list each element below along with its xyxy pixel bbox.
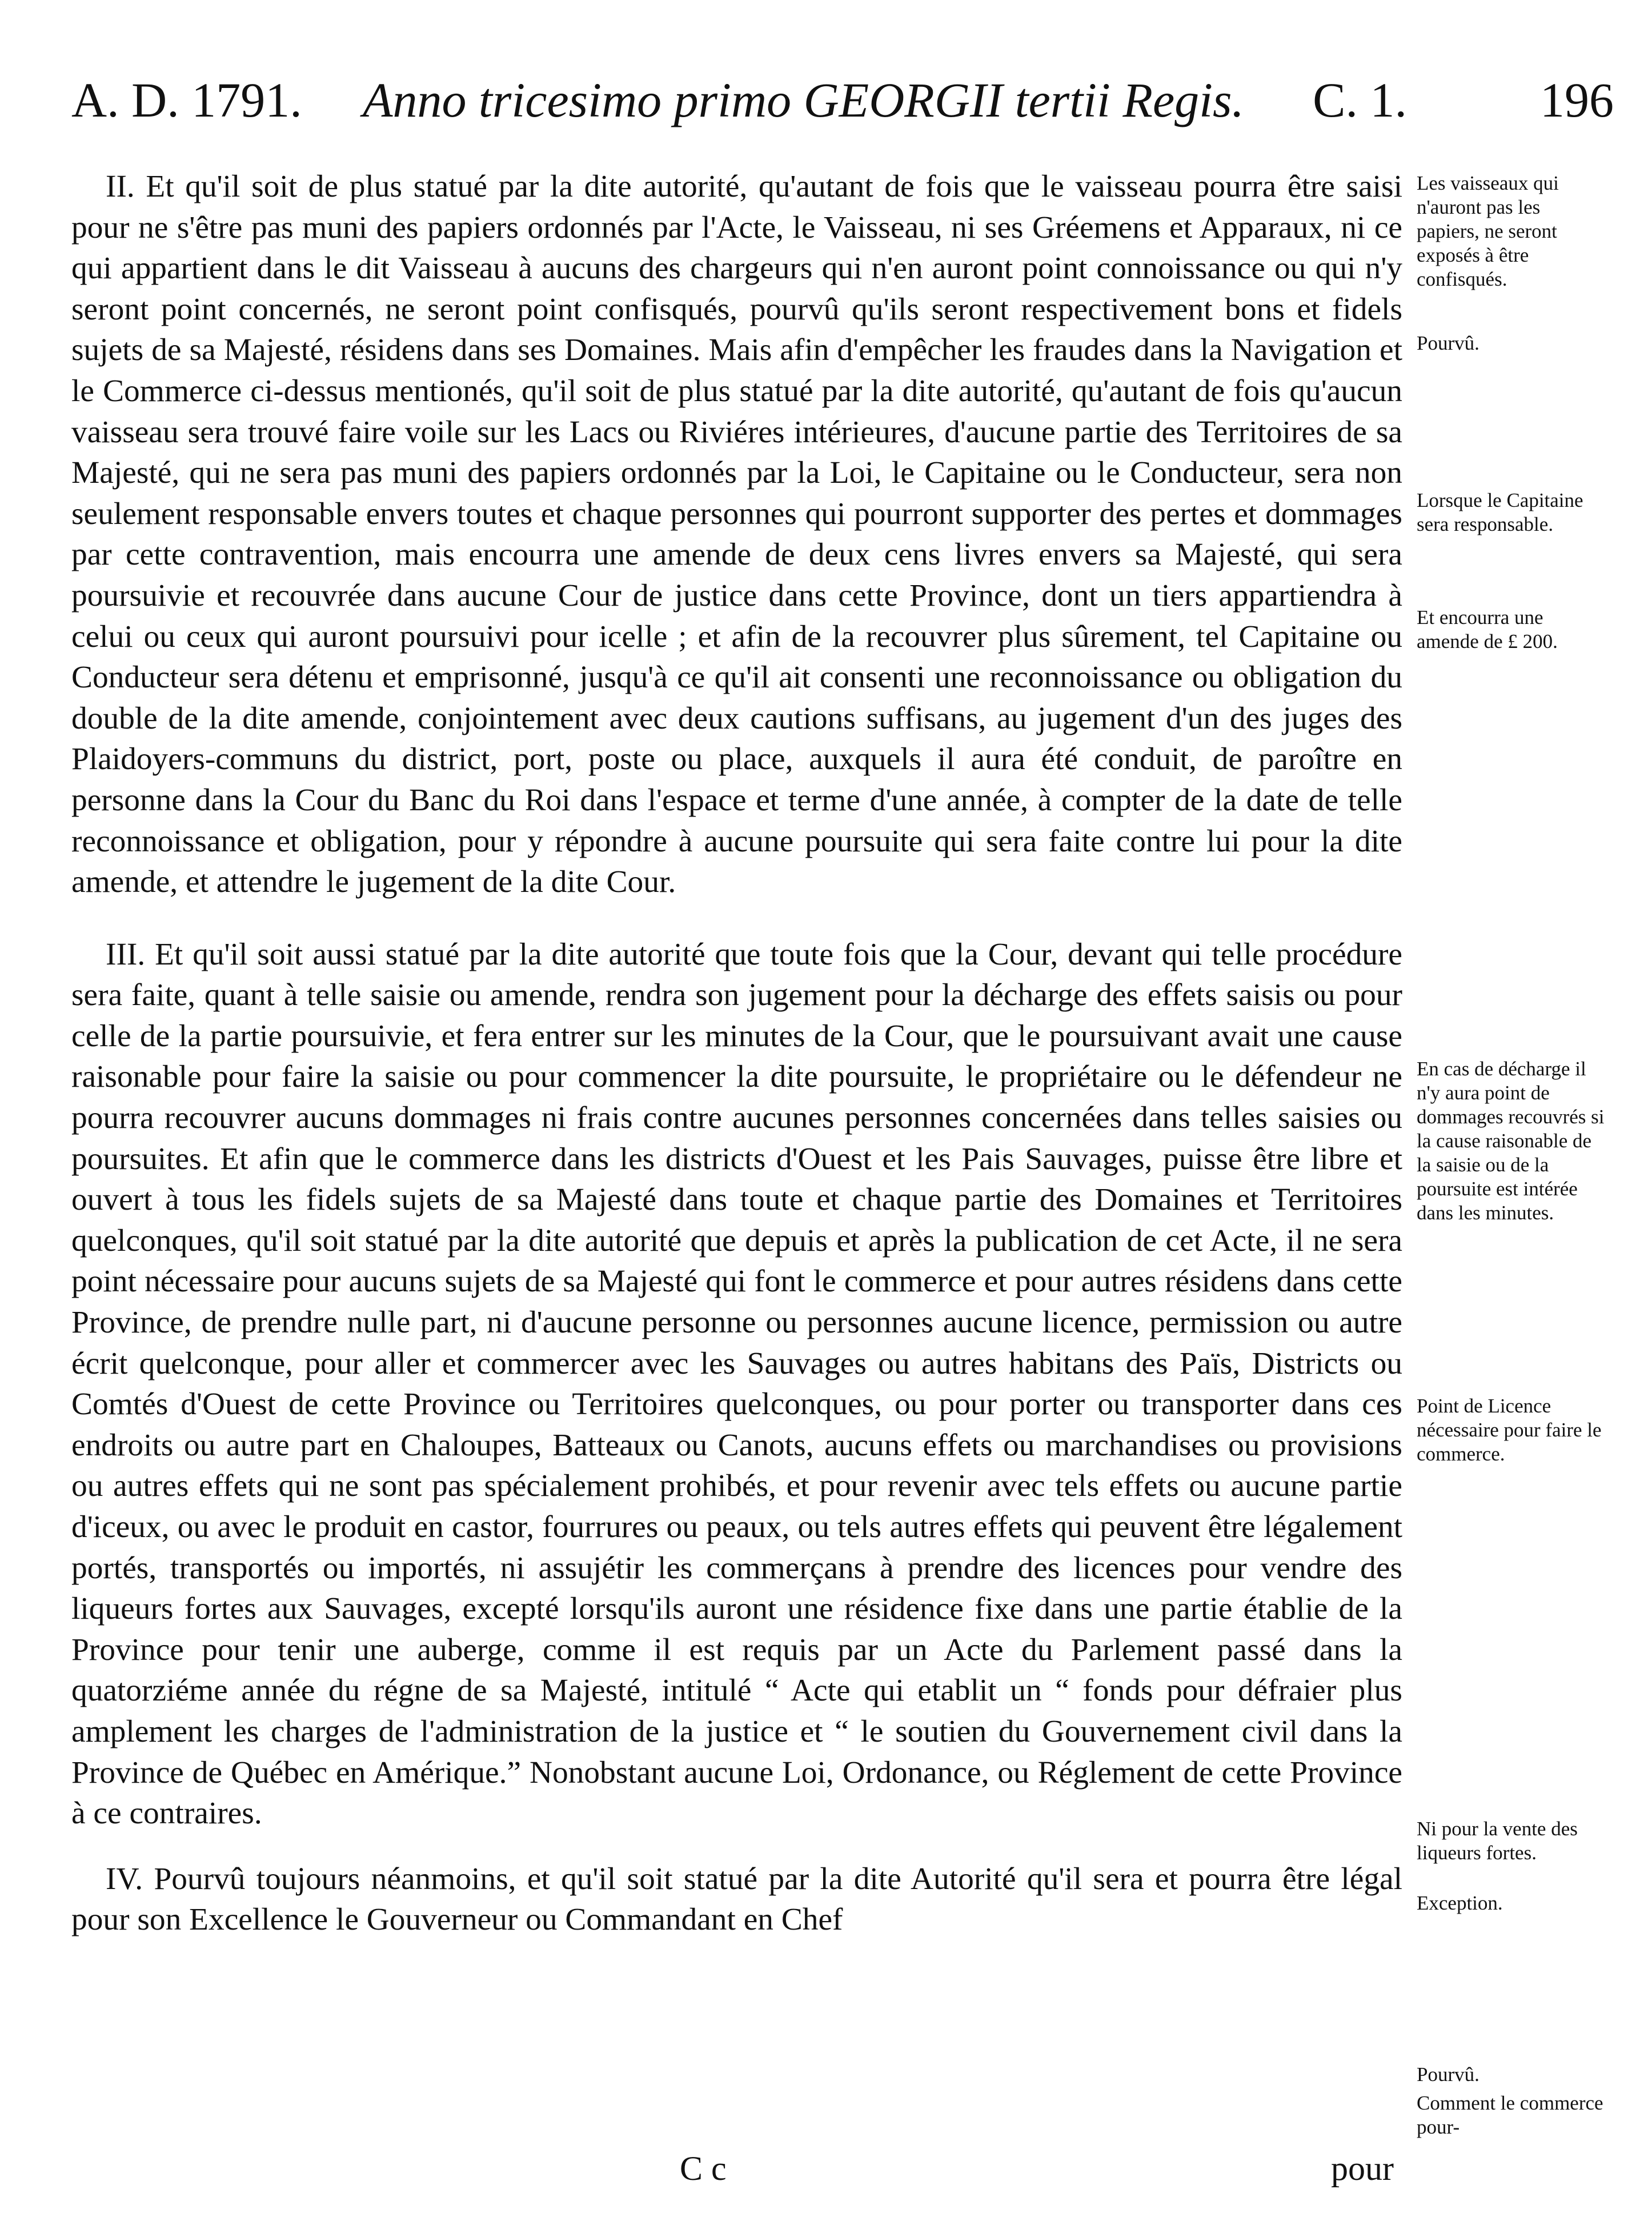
margin-note: Lorsque le Capitaine sera responsable.	[1417, 489, 1583, 535]
margin-note: Pourvû.	[1417, 332, 1479, 354]
page-number: 196	[1540, 73, 1614, 127]
margin-note: Point de Licence nécessaire pour faire le commerce.	[1417, 1395, 1602, 1465]
page-header	[71, 66, 1614, 134]
header-regnal-title: Anno tricesimo primo GEORGII tertii Regis.	[363, 73, 1245, 127]
margin-note: Les vaisseaux qui n'auront pas les papiers, ne seront exposés à être confisqués.	[1417, 172, 1559, 290]
catchword: pour	[1331, 2150, 1394, 2187]
main-text	[71, 166, 1402, 1940]
signature-mark: C c	[680, 2150, 727, 2187]
paragraph-section-3: III. Et qu'il soit aussi statué par la dite autorité que toute fois que la Cour, devant qui telle procédure sera faite, quant à telle saisie ou amende, rendra son jugement pour la décharge des effets saisis ou pour celle de la partie poursuivie, et fera entrer sur les minutes de la Cour, que le poursuivant avait une cause raisonable pour faire la saisie ou pour commencer la dite poursuite, le propriétaire ou le défendeur ne pourra recouvrer aucuns dommages ni frais contre aucunes personnes concernées dans telles saisies ou poursuites. Et afin que le commerce dans les districts d'Ouest et les Pais Sauvages, puisse être libre et ouvert à tous les fidels sujets de sa Majesté dans toute et chaque partie des Domaines et Territoires quelconques, qu'il soit statué par la dite autorité que depuis et après la publication de cet Acte, il ne sera point nécessaire pour aucuns sujets de sa Majesté qui font le commerce et pour autres résidens dans cette Province, de prendre nulle part, ni d'aucune personne ou personnes aucune licence, permission ou autre écrit quelconque, pour aller et commercer avec les Sauvages ou autres habitans des Païs, Districts ou Comtés d'Ouest de cette Province ou Territoires quelconques, ou pour porter ou transporter dans ces endroits ou autre part en Chaloupes, Batteaux ou Canots, aucuns effets ou marchandises ou provisions ou autres effets qui ne sont pas spécialement prohibés, et pour revenir avec tels effets ou aucune partie d'iceux, ou avec le produit en castor, fourrures ou peaux, ou tels autres effets qui peuvent être légalement portés, transportés ou importés, ni assujétir les commerçans à prendre des licences pour vendre des liqueurs fortes aux Sauvages, excepté lorsqu'ils auront une résidence fixe dans une partie établie de la Province pour tenir une auberge, comme il est requis par un Acte du Parlement passé dans la quatorziéme année du régne de sa Majesté, intitulé “ Acte qui etablit un “ fonds pour défraier plus amplement les charges de l'administration de la justice et “ le soutien du Gouvernement civil dans la Province de Québec en Amérique.” Nonobstant aucune Loi, Ordonance, ou Réglement de cette Province à ce contraires.	[71, 936, 1402, 1831]
header-chapter: C. 1.	[1313, 73, 1407, 127]
margin-note: Et encourra une amende de £ 200.	[1417, 606, 1558, 653]
header-right	[1313, 66, 1614, 134]
paragraph-section-2: II. Et qu'il soit de plus statué par la dite autorité, qu'autant de fois que le vaisseau pourra être saisi pour ne s'être pas muni des papiers ordonnés par l'Acte, le Vaisseau, ni ses Gréemens et Apparaux, ni ce qui appartient dans le dit Vaisseau à aucuns des chargeurs qui n'en auront point connoissance ou qui n'y seront point concernés, ne seront point confisqués, pourvû qu'ils seront respectivement bons et fidels sujets de sa Majesté, résidens dans ses Domaines. Mais afin d'empêcher les fraudes dans la Navigation et le Commerce ci-dessus mentionés, qu'il soit de plus statué par la dite autorité, qu'autant de fois qu'aucun vaisseau sera trouvé faire voile sur les Lacs ou Riviéres intérieures, d'aucune partie des Territoires de sa Majesté, qui ne sera pas muni des papiers ordonnés par la Loi, le Capitaine ou le Conducteur, sera non seulement responsable envers toutes et chaque personnes qui pourront supporter des pertes et dommages par cette contravention, mais encourra une amende de deux cens livres envers sa Majesté, qui sera poursuivie et recouvrée dans aucune Cour de justice dans cette Province, dont un tiers appartiendra à celui ou ceux qui auront poursuivi pour icelle ; et afin de la recouvrer plus sûrement, tel Capitaine ou Conducteur sera détenu et emprisonné, jusqu'à ce qu'il ait consenti une reconnoissance ou obligation du double de la dite amende, conjointement avec deux cautions suffisans, au jugement d'un des juges des Plaidoyers-communs du district, port, poste ou place, auxquels il aura été conduit, de paroître en personne dans la Cour du Banc du Roi dans l'espace et terme d'une année, à compter de la date de telle reconnoissance et obligation, pour y répondre à aucune poursuite qui sera faite contre lui pour la dite amende, et attendre le jugement de la dite Cour.	[71, 169, 1402, 899]
margin-note: Exception.	[1417, 1892, 1503, 1914]
paragraph-section-4: IV. Pourvû toujours néanmoins, et qu'il soit statué par la dite Autorité qu'il sera et pourra être légal pour son Excellence le Gouverneur ou Commandant en Chef	[71, 1860, 1402, 1937]
margin-note: Comment le commerce pour-	[1417, 2092, 1603, 2138]
header-year: A. D. 1791.	[71, 73, 302, 127]
margin-note: En cas de décharge il n'y aura point de dommages recouvrés si la cause raisonable de la saisie ou de la poursuite est intérée dans les minutes.	[1417, 1058, 1605, 1224]
margin-note: Ni pour la vente des liqueurs fortes.	[1417, 1818, 1578, 1864]
margin-note: Pourvû.	[1417, 2063, 1479, 2086]
